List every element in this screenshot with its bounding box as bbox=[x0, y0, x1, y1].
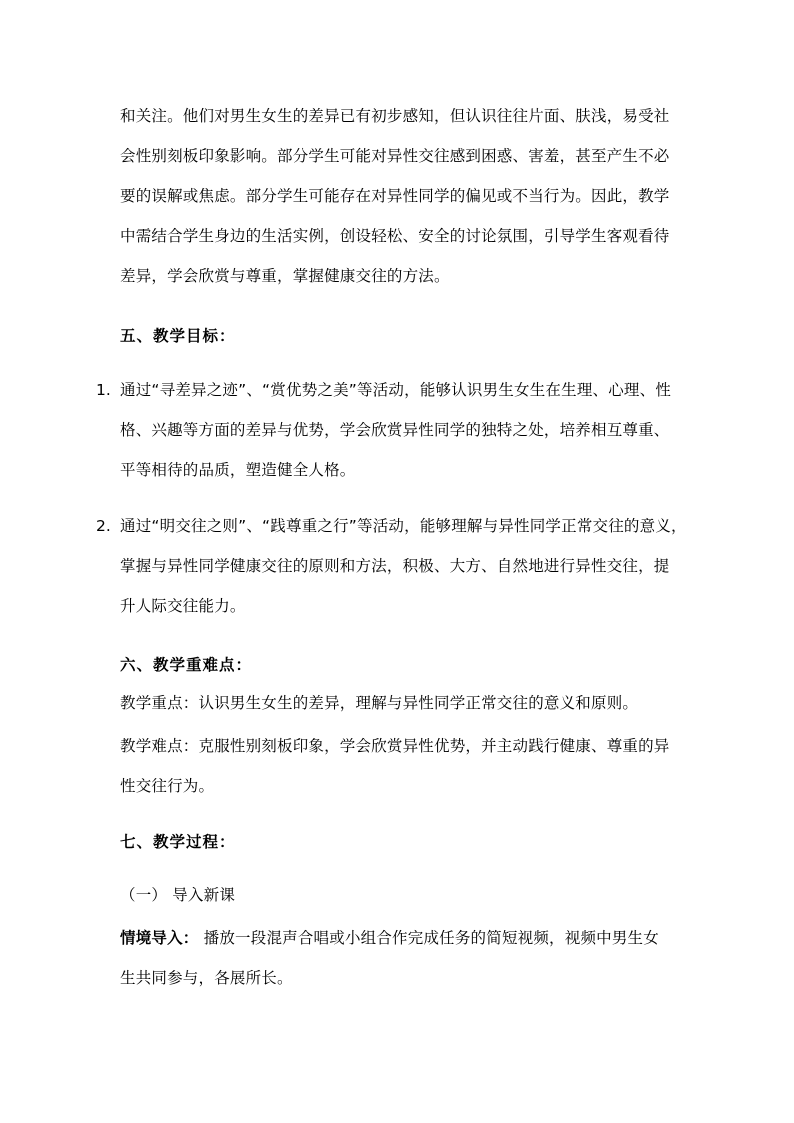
list-number-1: 1. bbox=[96, 381, 111, 399]
intro-line-5: 差异，学会欣赏与尊重，掌握健康交往的方法。 bbox=[120, 267, 450, 285]
section-heading-objectives: 五、教学目标： bbox=[120, 327, 236, 345]
difficulty-line-1: 教学难点：克服性别刻板印象，学会欣赏异性优势，并主动践行健康、尊重的异 bbox=[120, 737, 670, 755]
objective-2-line-3: 升人际交往能力。 bbox=[120, 597, 246, 615]
intro-line-4: 中需结合学生身边的生活实例，创设轻松、安全的讨论氛围，引导学生客观看待 bbox=[120, 227, 670, 245]
scenario-label: 情境导入： bbox=[120, 929, 199, 947]
objective-2-line-1: 通过“明交往之则”、“践尊重之行”等活动，能够理解与异性同学正常交往的意义， bbox=[120, 517, 687, 535]
key-point-text: 教学重点：认识男生女生的差异，理解与异性同学正常交往的意义和原则。 bbox=[120, 694, 639, 712]
scenario-text-1: 播放一段混声合唱或小组合作完成任务的简短视频，视频中男生女 bbox=[198, 929, 659, 947]
subsection-heading-intro: （一） 导入新课 bbox=[120, 886, 236, 904]
intro-line-1: 和关注。他们对男生女生的差异已有初步感知，但认识往往片面、肤浅，易受社 bbox=[120, 107, 670, 125]
objective-1-line-1: 通过“寻差异之迹”、“赏优势之美”等活动，能够认识男生女生在生理、心理、性 bbox=[120, 381, 672, 399]
objective-1-line-3: 平等相待的品质，塑造健全人格。 bbox=[120, 461, 356, 479]
list-number-2: 2. bbox=[96, 517, 111, 535]
intro-line-2: 会性别刻板印象影响。部分学生可能对异性交往感到困惑、害羞，甚至产生不必 bbox=[120, 147, 670, 165]
intro-line-3: 要的误解或焦虑。部分学生可能存在对异性同学的偏见或不当行为。因此，教学 bbox=[120, 187, 670, 205]
scenario-line-2: 生共同参与，各展所长。 bbox=[120, 969, 293, 987]
section-heading-key-points: 六、教学重难点： bbox=[120, 656, 253, 674]
section-heading-process: 七、教学过程： bbox=[120, 833, 236, 851]
scenario-line-1 bbox=[120, 928, 659, 948]
difficulty-line-2: 性交往行为。 bbox=[120, 777, 215, 795]
objective-1-line-2: 格、兴趣等方面的差异与优势，学会欣赏异性同学的独特之处，培养相互尊重、 bbox=[120, 421, 670, 439]
objective-2-line-2: 掌握与异性同学健康交往的原则和方法，积极、大方、自然地进行异性交往，提 bbox=[120, 557, 670, 575]
